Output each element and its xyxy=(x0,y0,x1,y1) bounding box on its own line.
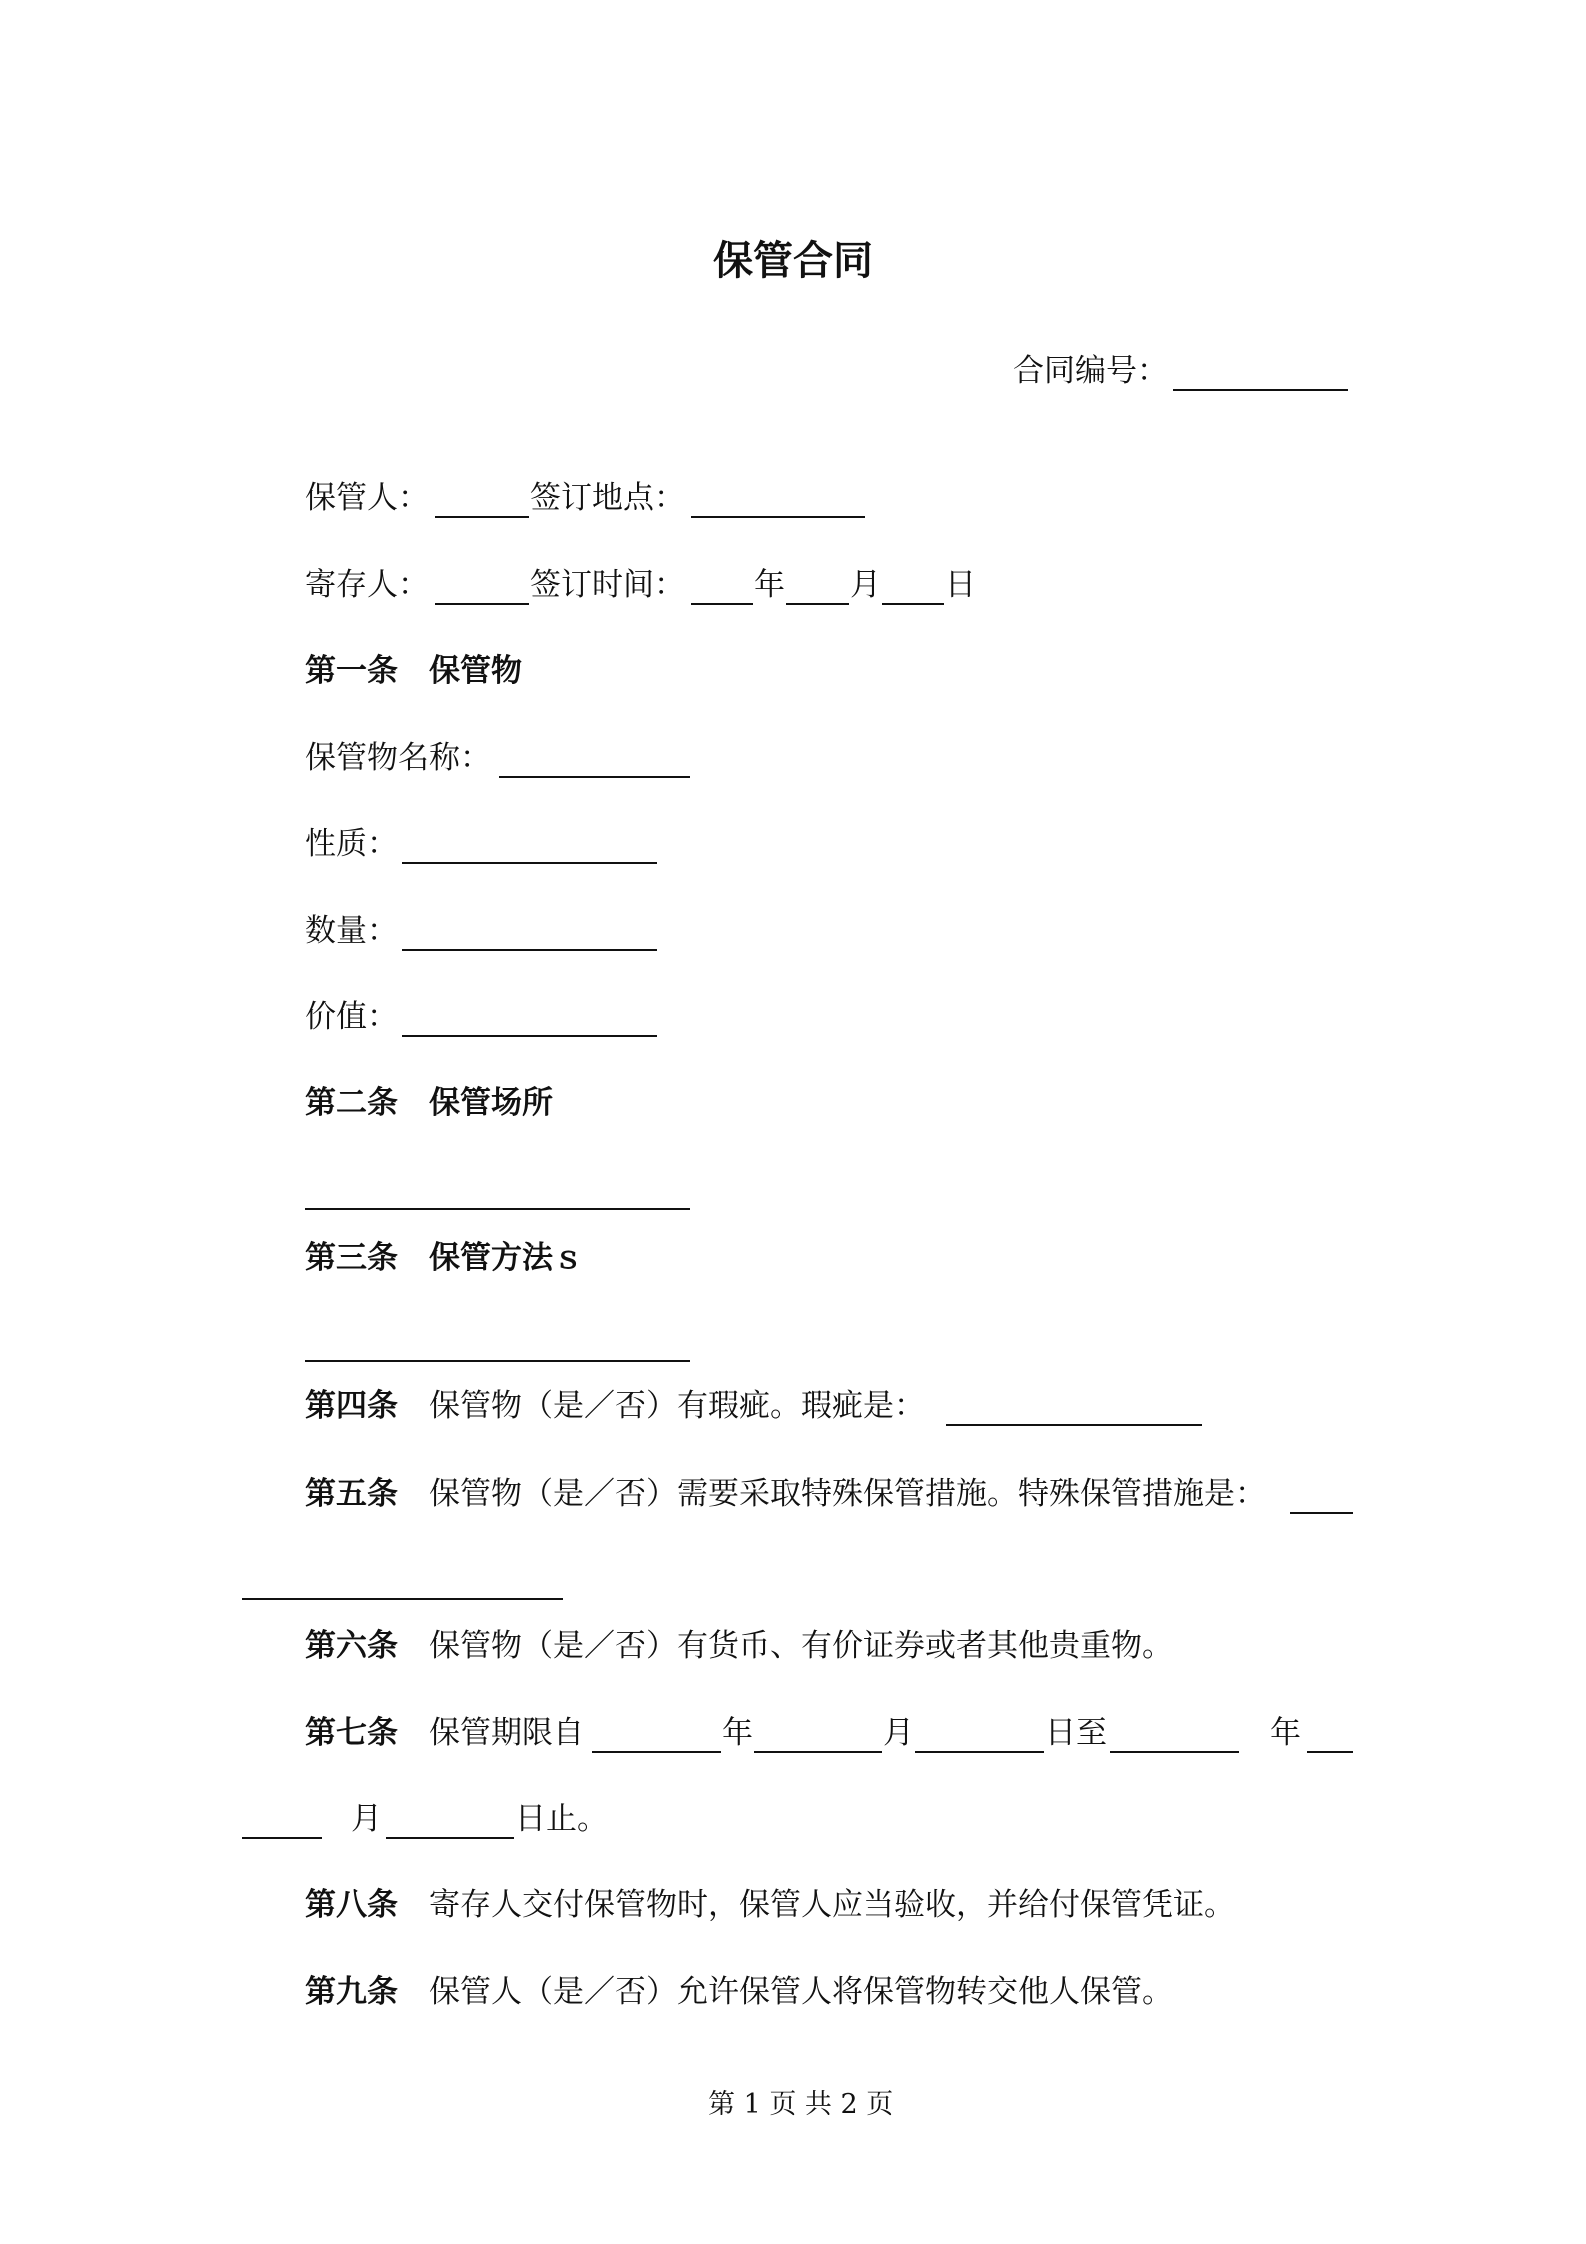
article-2-title: 保管场所 xyxy=(429,1085,553,1121)
end-month-blank-1[interactable] xyxy=(1307,1751,1353,1753)
article-7-number: 第七条 xyxy=(305,1715,398,1751)
start-month-blank[interactable] xyxy=(754,1751,882,1753)
end-month-label: 月 xyxy=(351,1801,382,1837)
storage-place-blank[interactable] xyxy=(305,1208,690,1210)
sign-year-label: 年 xyxy=(754,567,785,603)
sign-month-blank[interactable] xyxy=(786,603,849,605)
article-8-number: 第八条 xyxy=(305,1887,398,1923)
storage-method-blank[interactable] xyxy=(305,1360,690,1362)
article-3-title: 保管方法ｓ xyxy=(429,1240,584,1276)
article-9-number: 第九条 xyxy=(305,1974,398,2010)
special-measure-blank-2[interactable] xyxy=(242,1598,563,1600)
end-day-blank[interactable] xyxy=(386,1837,514,1839)
start-year-label: 年 xyxy=(722,1715,753,1751)
end-year-blank[interactable] xyxy=(1110,1751,1239,1753)
sign-year-blank[interactable] xyxy=(691,603,753,605)
item-nature-blank[interactable] xyxy=(402,862,657,864)
item-quantity-label: 数量： xyxy=(305,913,398,949)
item-value-blank[interactable] xyxy=(402,1035,657,1037)
item-quantity-blank[interactable] xyxy=(402,949,657,951)
start-day-to-label: 日至 xyxy=(1045,1715,1107,1751)
start-day-blank[interactable] xyxy=(915,1751,1044,1753)
end-month-blank-2[interactable] xyxy=(242,1837,322,1839)
defect-blank[interactable] xyxy=(946,1424,1202,1426)
article-4-text: 保管物（是／否）有瑕疵。瑕疵是： xyxy=(429,1388,925,1424)
article-7-prefix: 保管期限自 xyxy=(429,1715,584,1751)
document-title: 保管合同 xyxy=(713,238,873,284)
start-year-blank[interactable] xyxy=(592,1751,721,1753)
end-year-label: 年 xyxy=(1270,1715,1301,1751)
article-9-text: 保管人（是／否）允许保管人将保管物转交他人保管。 xyxy=(429,1974,1173,2010)
sign-month-label: 月 xyxy=(850,567,881,603)
item-name-blank[interactable] xyxy=(499,776,690,778)
article-4-number: 第四条 xyxy=(305,1388,398,1424)
sign-day-blank[interactable] xyxy=(882,603,944,605)
item-nature-label: 性质： xyxy=(305,826,398,862)
article-8-text: 寄存人交付保管物时，保管人应当验收，并给付保管凭证。 xyxy=(429,1887,1235,1923)
article-5-text: 保管物（是／否）需要采取特殊保管措施。特殊保管措施是： xyxy=(429,1476,1266,1512)
sign-place-label: 签订地点： xyxy=(530,480,685,516)
keeper-blank[interactable] xyxy=(435,516,529,518)
article-6-number: 第六条 xyxy=(305,1628,398,1664)
article-1-title: 保管物 xyxy=(429,653,522,689)
special-measure-blank-1[interactable] xyxy=(1290,1512,1353,1514)
article-1-number: 第一条 xyxy=(305,653,398,689)
page-footer: 第 1 页 共 2 页 xyxy=(708,2089,894,2120)
sign-place-blank[interactable] xyxy=(691,516,865,518)
depositor-blank[interactable] xyxy=(435,603,529,605)
article-7-end: 日止。 xyxy=(515,1801,608,1837)
sign-day-label: 日 xyxy=(945,567,976,603)
start-month-label: 月 xyxy=(883,1715,914,1751)
item-value-label: 价值： xyxy=(305,999,398,1035)
article-2-number: 第二条 xyxy=(305,1085,398,1121)
article-3-number: 第三条 xyxy=(305,1240,398,1276)
contract-number-blank[interactable] xyxy=(1173,389,1348,391)
article-5-number: 第五条 xyxy=(305,1476,398,1512)
sign-time-label: 签订时间： xyxy=(530,567,685,603)
contract-number-label: 合同编号： xyxy=(1013,353,1168,389)
depositor-label: 寄存人： xyxy=(305,567,429,603)
article-6-text: 保管物（是／否）有货币、有价证券或者其他贵重物。 xyxy=(429,1628,1173,1664)
item-name-label: 保管物名称： xyxy=(305,740,491,776)
keeper-label: 保管人： xyxy=(305,480,429,516)
